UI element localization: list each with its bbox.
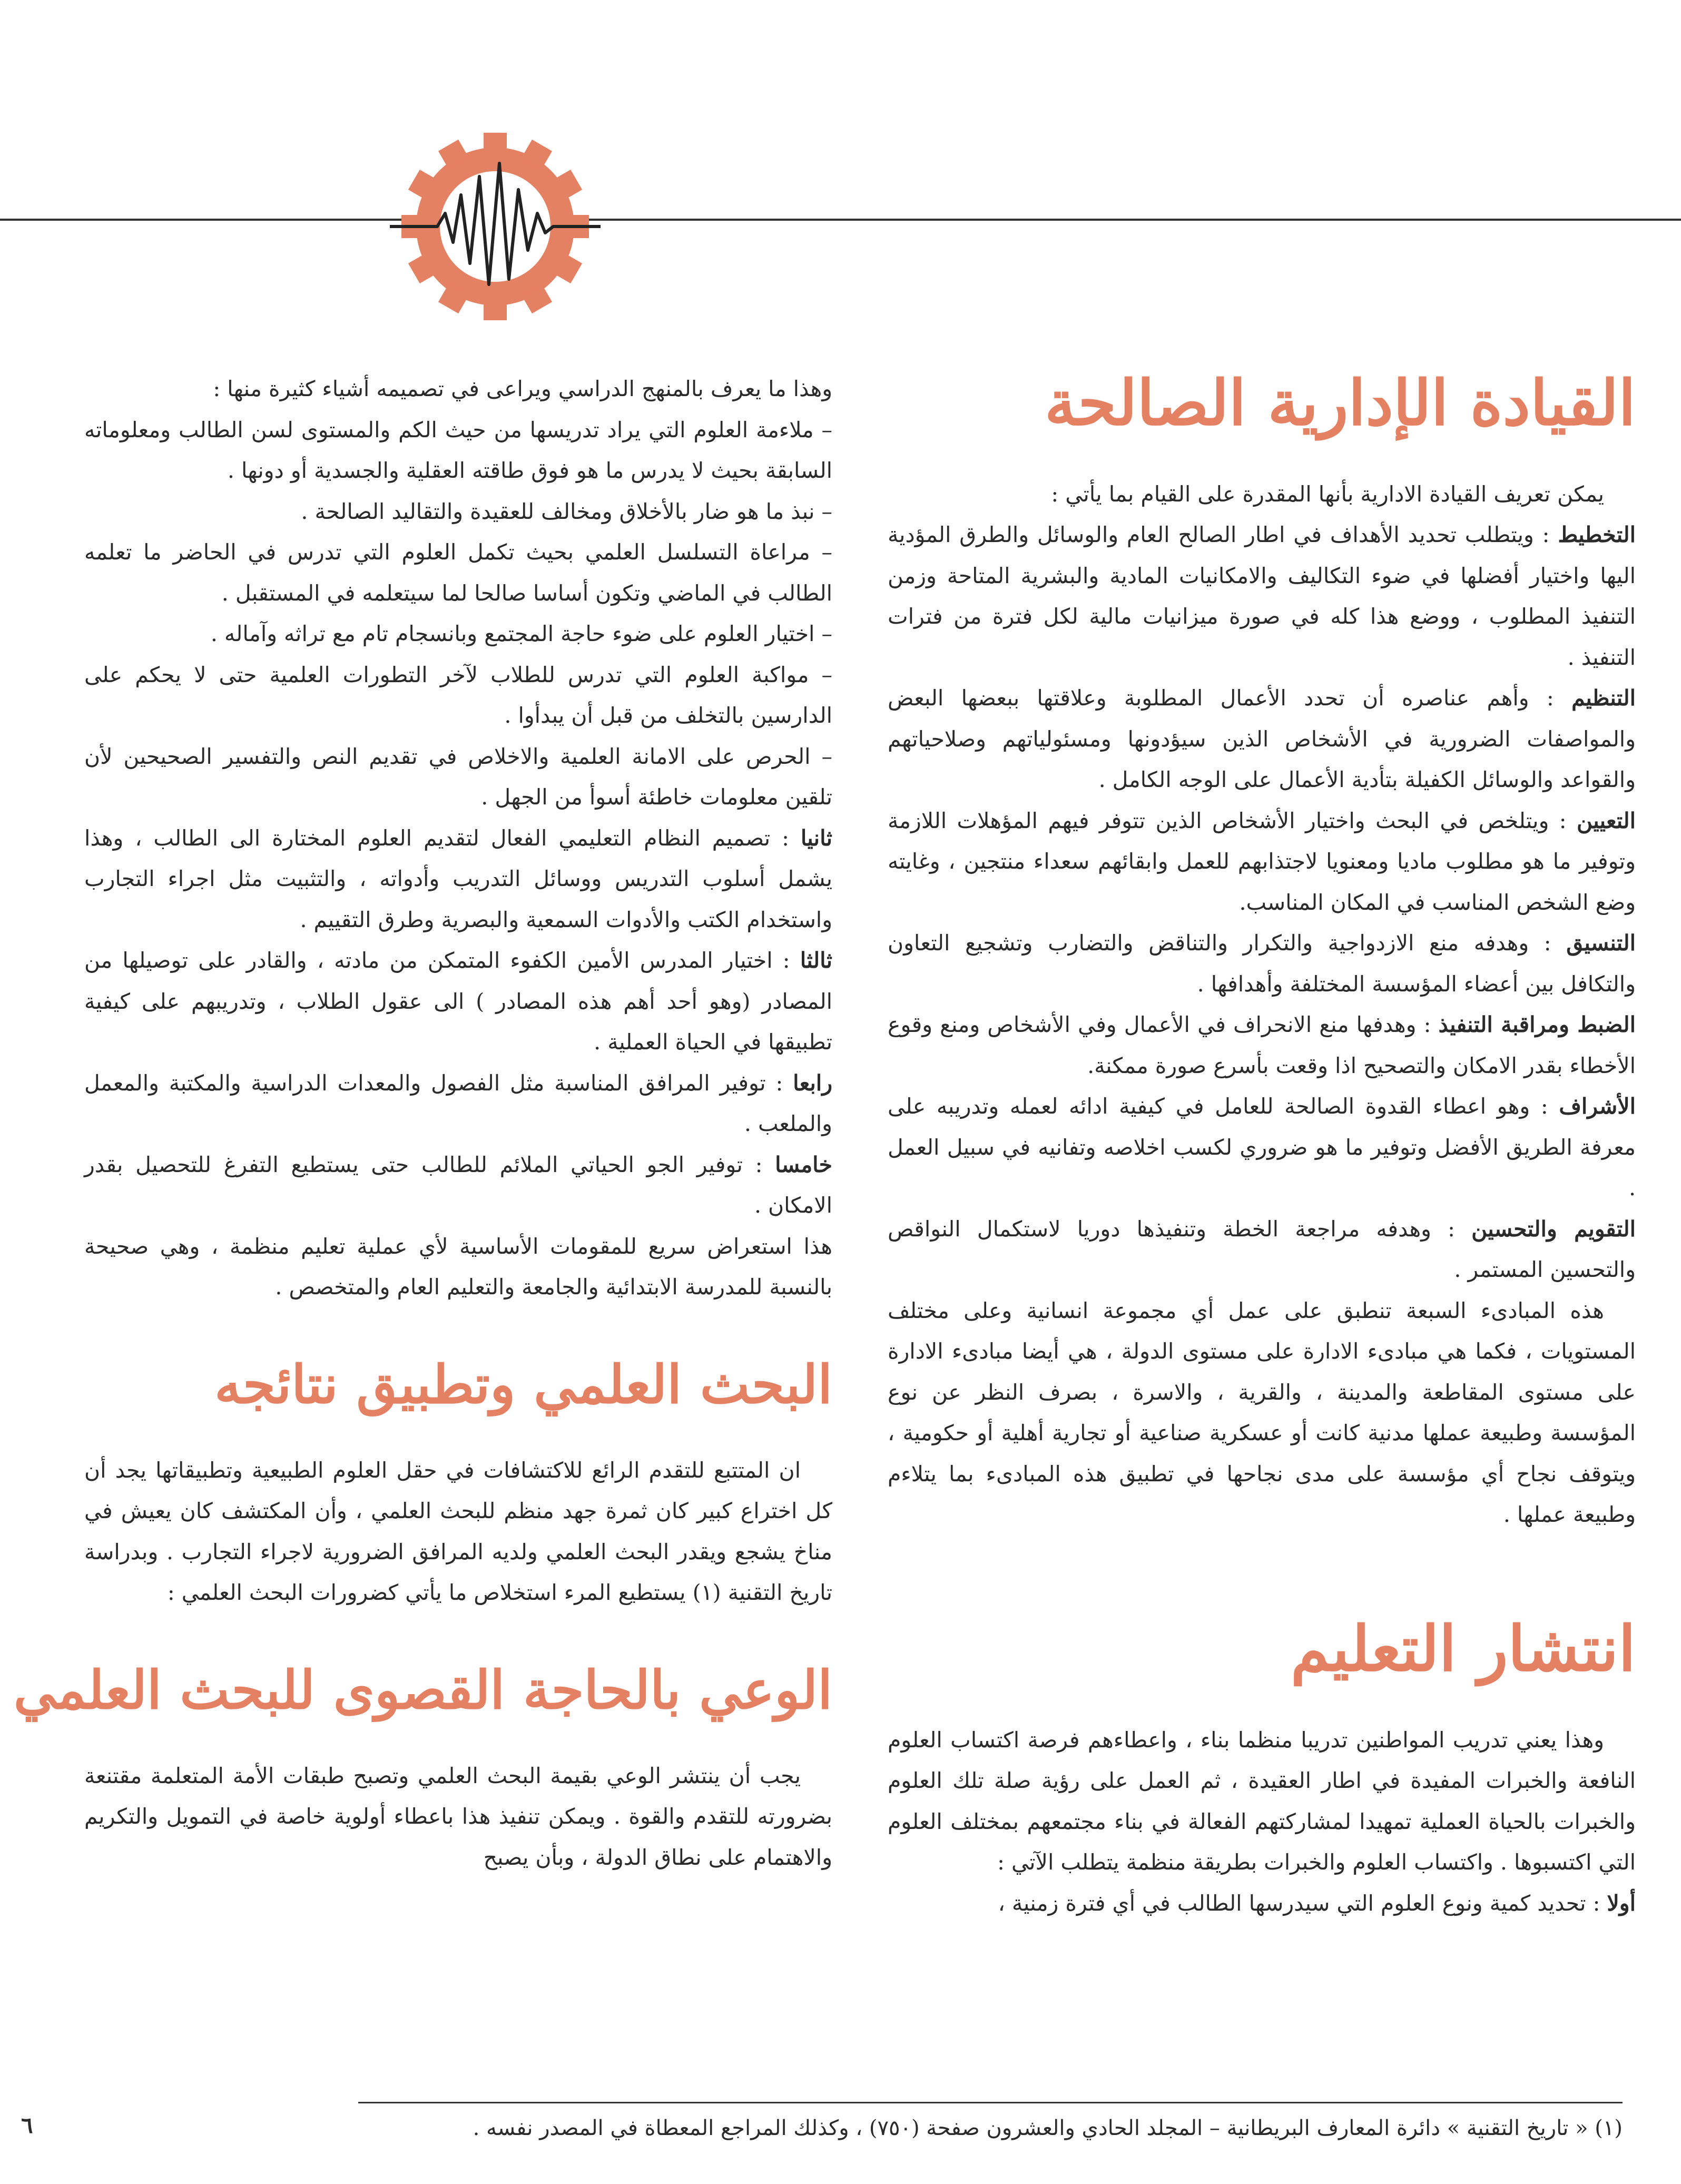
list-item: – مواكبة العلوم التي تدرس للطلاب لآخر التطورات العلمية حتى لا يحكم على الدارسين بالتخلف من قبل أن يبدأوا . — [84, 655, 832, 736]
principle-text: : وهدفه مراجعة الخطة وتنفيذها دوريا لاستكمال النواقص والتحسين المستمر . — [888, 1216, 1636, 1283]
paragraph-research: ان المتتبع للتقدم الرائع للاكتشافات في حقل العلوم الطبيعية وتطبيقاتها يجد أن كل اختراع كبير كان ثمرة جهد منظم للبحث العلمي ، وأن المكتشف كان يعيش في مناخ يشجع ويقدر البحث العلمي ولديه المرافق الضرورية لاجراء التجارب . وبدراسة تاريخ التقنية (١) يستطيع المرء استخلاص ما يأتي كضرورات البحث العلمي : — [84, 1457, 832, 1605]
principle-term: التخطيط — [1558, 522, 1636, 548]
point-text: : تصميم النظام التعليمي الفعال لتقديم العلوم المختارة الى الطالب ، وهذا يشمل أسلوب التدريس ووسائل التدريب وأدواته ، والتثبيت مثل اجراء التجارب واستخدام الكتب والأدوات السمعية والبصرية وطرق التقييم . — [84, 825, 832, 932]
section-title-education: انتشار التعليم — [1291, 1611, 1636, 1685]
principle-item — [888, 1086, 1636, 1209]
education-point — [84, 940, 832, 1063]
principle-term: التنظيم — [1571, 685, 1636, 711]
principle-term: التنسيق — [1566, 930, 1636, 956]
left-column — [13, 369, 832, 1878]
principle-text: : وهو اعطاء القدوة الصالحة للعامل في كيفية ادائه لعمله وتدريبه على معرفة الطريق الأفضل وتوفير ما هو ضروري لكسب اخلاصه وتفانيه في سبيل العمل . — [888, 1094, 1636, 1201]
principle-text: : وهدفها منع الانحراف في الأعمال وفي الأشخاص ومنع وقوع الأخطاء بقدر الامكان والتصحيح اذا وقعت بأسرع صورة ممكنة. — [888, 1012, 1636, 1078]
education-point — [888, 1883, 1636, 1924]
point-term: خامسا — [775, 1152, 832, 1177]
principle-item — [888, 923, 1636, 1005]
section-title-research: البحث العلمي وتطبيق نتائجه — [214, 1353, 832, 1415]
principle-term: الضبط ومراقبة التنفيذ — [1438, 1012, 1636, 1038]
point-term: ثالثا — [800, 948, 832, 973]
paragraph-awareness: يجب أن ينتشر الوعي بقيمة البحث العلمي وتصبح طبقات الأمة المتعلمة مقتنعة بضرورته للتقدم والقوة . ويمكن تنفيذ هذا باعطاء أولوية خاصة في التمويل والتكريم والاهتمام على نطاق الدولة ، وبأن يصبح — [84, 1763, 832, 1870]
paragraph-curriculum: وهذا ما يعرف بالمنهج الدراسي ويراعى في تصميمه أشياء كثيرة منها : — [213, 376, 832, 401]
paragraph-intro: يمكن تعريف القيادة الادارية بأنها المقدرة على القيام بما يأتي : — [1051, 481, 1604, 507]
paragraph-summary: هذا استعراض سريع للمقومات الأساسية لأي عملية تعليم منظمة ، وهي صحيحة بالنسبة للمدرسة الابتدائية والجامعة والتعليم العام والمتخصص . — [84, 1233, 832, 1300]
footnote-rule — [358, 2102, 1623, 2103]
header-rule — [0, 217, 1681, 222]
list-item: – ملاءمة العلوم التي يراد تدريسها من حيث الكم والمستوى لسن الطالب ومعلوماته السابقة بحيث لا يدرس ما هو فوق طاقته العقلية والجسدية أو دونها . — [84, 410, 832, 491]
point-text: : توفير الجو الحياتي الملائم للطالب حتى يستطيع التفرغ للتحصيل بقدر الامكان . — [84, 1152, 832, 1218]
point-text: : توفير المرافق المناسبة مثل الفصول والمعدات الدراسية والمكتبة والمعمل والملعب . — [84, 1070, 832, 1136]
gear-waveform-icon — [390, 129, 601, 324]
point-text: : تحديد كمية ونوع العلوم التي سيدرسها الطالب في أي فترة زمنية ، — [998, 1890, 1607, 1916]
paragraph-education-intro: وهذا يعني تدريب المواطنين تدريبا منظما بناء ، واعطاءهم فرصة اكتساب العلوم النافعة والخبرات المفيدة في اطار العقيدة ، ثم العمل على رؤية صلة تلك العلوم والخبرات بالحياة العملية تمهيدا لمشاركتهم الفعالة في بناء مجتمعهم بمختلف العلوم التي اكتسبوها . واكتساب العلوم والخبرات بطريقة منظمة يتطلب الآتي : — [888, 1727, 1636, 1875]
point-text: : اختيار المدرس الأمين الكفوء المتمكن من مادته ، والقادر على توصيلها من المصادر (وهو أحد أهم هذه المصادر ) الى عقول الطلاب ، وتدريبهم على كيفية تطبيقها في الحياة العملية . — [84, 948, 832, 1055]
principle-item — [888, 678, 1636, 801]
point-term: رابعا — [793, 1070, 832, 1096]
list-item: – اختيار العلوم على ضوء حاجة المجتمع وبانسجام تام مع تراثه وآماله . — [84, 614, 832, 655]
principle-item — [888, 1005, 1636, 1086]
principle-term: التعيين — [1577, 808, 1636, 833]
list-item: – الحرص على الامانة العلمية والاخلاص في تقديم النص والتفسير الصحيحين لأن تلقين معلومات خاطئة أسوأ من الجهل . — [84, 736, 832, 818]
page-number: ٦ — [21, 2112, 33, 2138]
list-item: – مراعاة التسلسل العلمي بحيث تكمل العلوم التي تدرس في الحاضر ما تعلمه الطالب في الماضي وتكون أساسا صالحا لما سيتعلمه في المستقبل . — [84, 532, 832, 614]
footnote: (١) « تاريخ التقنية » دائرة المعارف البريطانية – المجلد الحادي والعشرون صفحة (٧٥٠) ، وكذلك المراجع المعطاة في المصدر نفسه . — [473, 2116, 1623, 2140]
point-term: ثانيا — [800, 825, 832, 851]
principle-text: : وهدفه منع الازدواجية والتكرار والتناقض والتضارب وتشجيع التعاون والتكافل بين أعضاء المؤسسة المختلفة وأهدافها . — [888, 930, 1636, 997]
section-title-awareness: الوعي بالحاجة القصوى للبحث العلمي — [13, 1658, 832, 1721]
principle-term: التقويم والتحسين — [1471, 1216, 1636, 1242]
principle-term: الأشراف — [1559, 1094, 1636, 1119]
point-term: أولا — [1607, 1890, 1636, 1916]
paragraph-closing: هذه المبادىء السبعة تنطبق على عمل أي مجموعة انسانية وعلى مختلف المستويات ، فكما هي مبادىء الادارة على مستوى الدولة ، هي أيضا مبادىء الادارة على مستوى المقاطعة والمدينة ، والقرية ، والاسرة ، بصرف النظر عن نوع المؤسسة وطبيعة عملها مدنية كانت أو عسكرية صناعية أو تجارية أهلية أو حكومية ، ويتوقف نجاح أي مؤسسة على مدى نجاحها في تطبيق هذه المبادىء بما يتلاءم وطبيعة عملها . — [888, 1297, 1636, 1528]
principle-text: : ويتطلب تحديد الأهداف في اطار الصالح العام والوسائل والطرق المؤدية اليها واختيار أفضلها في ضوء التكاليف والامكانيات المادية والبشرية المتاحة وزمن التنفيذ المطلوب ، ووضع هذا كله في صورة ميزانيات مالية لكل فترة من فترات التنفيذ . — [888, 522, 1636, 670]
principle-text: : وأهم عناصره أن تحدد الأعمال المطلوبة وعلاقتها ببعضها البعض والمواصفات الضرورية في الأشخاص الذين سيؤدونها ومسئولياتهم وصلاحياتهم والقواعد والوسائل الكفيلة بتأدية الأعمال على الوجه الكامل . — [888, 685, 1636, 793]
list-item: – نبذ ما هو ضار بالأخلاق ومخالف للعقيدة والتقاليد الصالحة . — [84, 491, 832, 533]
principle-text: : ويتلخص في البحث واختيار الأشخاص الذين تتوفر فيهم المؤهلات اللازمة وتوفير ما هو مطلوب ماديا ومعنويا لاجتذابهم للعمل وابقائهم سعداء منتجين ، وغايته وضع الشخص المناسب في المكان المناسب. — [888, 808, 1636, 915]
right-column — [888, 366, 1636, 1924]
principle-item — [888, 515, 1636, 678]
principle-item — [888, 1209, 1636, 1291]
principle-item — [888, 801, 1636, 923]
section-title-leadership: القيادة الإدارية الصالحة — [1044, 366, 1636, 439]
education-point — [84, 818, 832, 941]
education-point — [84, 1063, 832, 1145]
education-point — [84, 1145, 832, 1226]
